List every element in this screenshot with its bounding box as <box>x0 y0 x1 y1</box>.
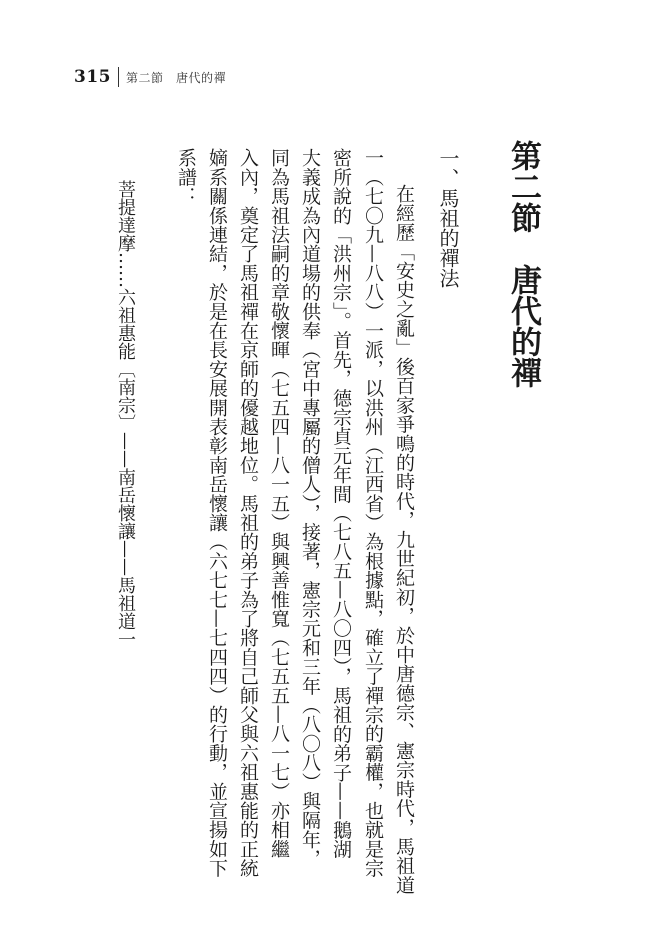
section-heading: 一、馬祖的禪法 <box>436 148 460 288</box>
running-header <box>74 64 226 90</box>
body-line: 系譜： <box>175 148 197 206</box>
lineage-chart: 菩提達摩……六祖惠能〔南宗〕——南岳懷讓——馬祖道一 <box>115 180 136 648</box>
header-divider <box>118 67 119 87</box>
body-line: 在經歷「安史之亂」後百家爭鳴的時代，九世紀初，於中唐德宗、憲宗時代，馬祖道 <box>393 184 415 895</box>
body-line: 同為馬祖法嗣的章敬懷暉（七五四—八一五）與興善惟寬（七五五—八一七）亦相繼 <box>268 148 290 859</box>
page-number: 315 <box>74 67 111 87</box>
running-title: 第二節 唐代的禪 <box>126 70 227 85</box>
body-line: 密所說的「洪州宗」。首先，德宗貞元年間（七八五—八〇四），馬祖的弟子——鵝湖 <box>330 148 352 859</box>
chapter-title: 第二節 唐代的禪 <box>505 140 541 388</box>
body-line: 嫡系關係連結，於是在長安展開表彰南岳懷讓（六七七—七四四）的行動，並宣揚如下 <box>206 148 228 878</box>
body-line: 一（七〇九—八八）一派，以洪州（江西省）為根據點，確立了禪宗的霸權，也就是宗 <box>362 148 384 878</box>
body-line: 入內，奠定了馬祖禪在京師的優越地位。馬祖的弟子為了將自己師父與六祖惠能的正統 <box>237 148 259 878</box>
body-line: 大義成為內道場的供奉（宮中專屬的僧人），接著，憲宗元和三年（八〇八）與隔年， <box>299 148 321 869</box>
